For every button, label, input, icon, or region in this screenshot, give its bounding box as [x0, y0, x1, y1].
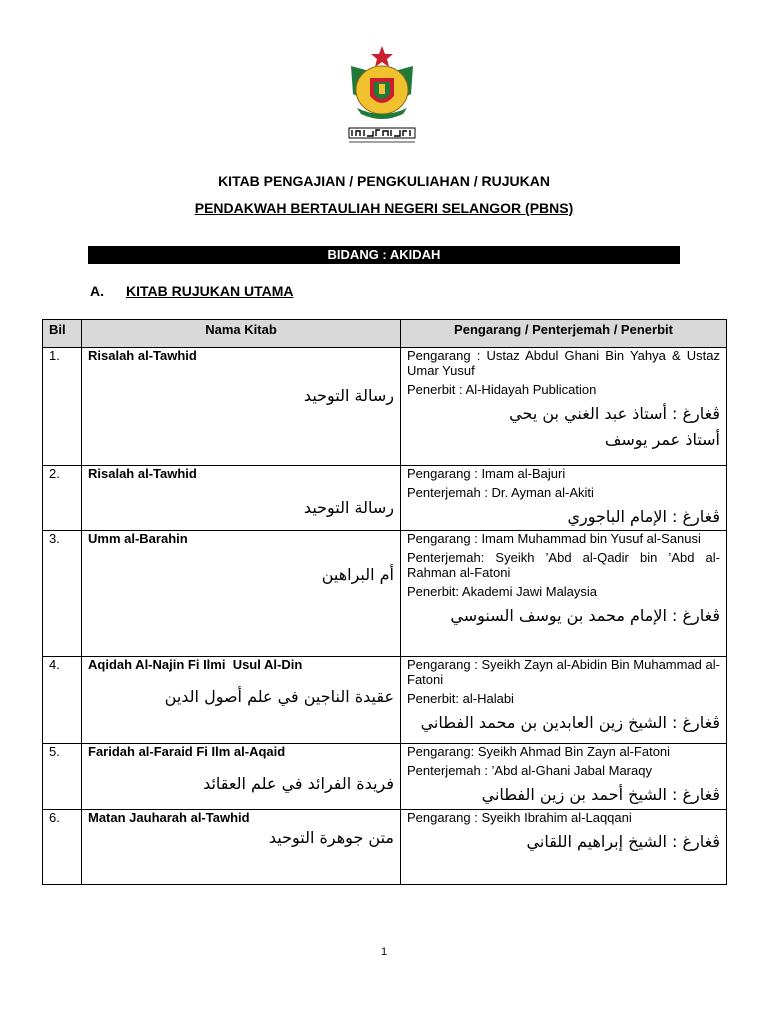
- section-title: KITAB RUJUKAN UTAMA: [126, 283, 294, 299]
- author-arabic-line: ڤغارغ : الإمام محمد بن يوسف السنوسي: [450, 606, 720, 625]
- document-subtitle: PENDAKWAH BERTAULIAH NEGERI SELANGOR (PBNS): [194, 200, 574, 216]
- author-arabic-line: ڤغارغ : الإمام الباجوري: [567, 507, 720, 526]
- author-arabic-line: ڤغارغ : الشيخ زين العابدين بن محمد الفطاني: [420, 713, 720, 732]
- document-title: KITAB PENGAJIAN / PENGKULIAHAN / RUJUKAN: [218, 173, 550, 189]
- pengarang-cell: [401, 531, 727, 657]
- kitab-name-latin: Matan Jauharah al-Tawhid: [88, 810, 250, 825]
- table-row: [43, 657, 727, 744]
- table-row: [43, 531, 727, 657]
- translator-line: Penterjemah : Dr. Ayman al-Akiti: [407, 485, 594, 500]
- pengarang-cell: [401, 466, 727, 531]
- row-number: 1.: [43, 348, 82, 466]
- pengarang-cell: [401, 810, 727, 885]
- author-arabic-line: ڤغارغ : أستاذ عبد الغني بن يحي: [509, 404, 720, 423]
- kitab-name-cell: [82, 744, 401, 810]
- author-line: Pengarang : Ustaz Abdul Ghani Bin Yahya & Ustaz Umar Yusuf: [407, 348, 720, 378]
- header-nama-kitab: Nama Kitab: [82, 320, 401, 348]
- table-row: [43, 810, 727, 885]
- translator-line: Penterjemah: Syeikh ’Abd al-Qadir bin ’Abd al-Rahman al-Fatoni: [407, 550, 720, 580]
- author-arabic-line: ڤغارغ : الشيخ أحمد بن زين الفطاني: [481, 785, 720, 804]
- section-heading: [90, 283, 293, 299]
- kitab-name-cell: [82, 531, 401, 657]
- row-number: 5.: [43, 744, 82, 810]
- row-number: 3.: [43, 531, 82, 657]
- kitab-name-cell: [82, 348, 401, 466]
- kitab-name-arabic: عقيدة الناجين في علم أصول الدين: [164, 687, 394, 706]
- table-header-row: [43, 320, 727, 348]
- pengarang-cell: [401, 744, 727, 810]
- kitab-name-arabic: أم البراهين: [321, 565, 394, 584]
- author-arabic-line: ڤغارغ : الشيخ إبراهيم اللقاني: [526, 832, 720, 851]
- translator-line: Penterjemah : ’Abd al-Ghani Jabal Maraqy: [407, 763, 652, 778]
- kitab-name-latin: Aqidah Al-Najin Fi Ilmi Usul Al-Din: [88, 657, 303, 672]
- kitab-name-latin: Umm al-Barahin: [88, 531, 188, 546]
- header-bil: Bil: [43, 320, 82, 348]
- author-arabic-line: أستاذ عمر يوسف: [604, 430, 720, 449]
- emblem-logo: [343, 44, 421, 148]
- header-pengarang: Pengarang / Penterjemah / Penerbit: [401, 320, 727, 348]
- row-number: 6.: [43, 810, 82, 885]
- author-line: Pengarang: Syeikh Ahmad Bin Zayn al-Fatoni: [407, 744, 671, 759]
- row-number: 2.: [43, 466, 82, 531]
- table-row: [43, 348, 727, 466]
- kitab-name-latin: Risalah al-Tawhid: [88, 466, 197, 481]
- author-line: Pengarang : Imam Muhammad bin Yusuf al-Sanusi: [407, 531, 701, 546]
- page-number: 1: [380, 946, 388, 958]
- section-letter: A.: [90, 283, 104, 299]
- author-line: Pengarang : Syeikh Ibrahim al-Laqqani: [407, 810, 632, 825]
- kitab-name-cell: [82, 657, 401, 744]
- kitab-name-arabic: فريدة الفرائد في علم العقائد: [203, 774, 394, 793]
- kitab-name-cell: [82, 810, 401, 885]
- author-line: Pengarang : Syeikh Zayn al-Abidin Bin Muhammad al-Fatoni: [407, 657, 720, 687]
- publisher-line: Penerbit: al-Halabi: [407, 691, 514, 706]
- author-line: Pengarang : Imam al-Bajuri: [407, 466, 566, 481]
- table-row: [43, 744, 727, 810]
- pengarang-cell: [401, 348, 727, 466]
- kitab-name-arabic: رسالة التوحيد: [303, 498, 394, 517]
- kitab-table: [42, 319, 727, 885]
- table-row: [43, 466, 727, 531]
- kitab-name-latin: Faridah al-Faraid Fi Ilm al-Aqaid: [88, 744, 286, 759]
- row-number: 4.: [43, 657, 82, 744]
- publisher-line: Penerbit: Akademi Jawi Malaysia: [407, 584, 598, 599]
- bidang-banner: BIDANG : AKIDAH: [88, 246, 680, 264]
- publisher-line: Penerbit : Al-Hidayah Publication: [407, 382, 597, 397]
- kitab-name-arabic: متن جوهرة التوحيد: [268, 828, 394, 847]
- pengarang-cell: [401, 657, 727, 744]
- kitab-name-latin: Risalah al-Tawhid: [88, 348, 197, 363]
- kitab-name-cell: [82, 466, 401, 531]
- kitab-name-arabic: رسالة التوحيد: [303, 386, 394, 405]
